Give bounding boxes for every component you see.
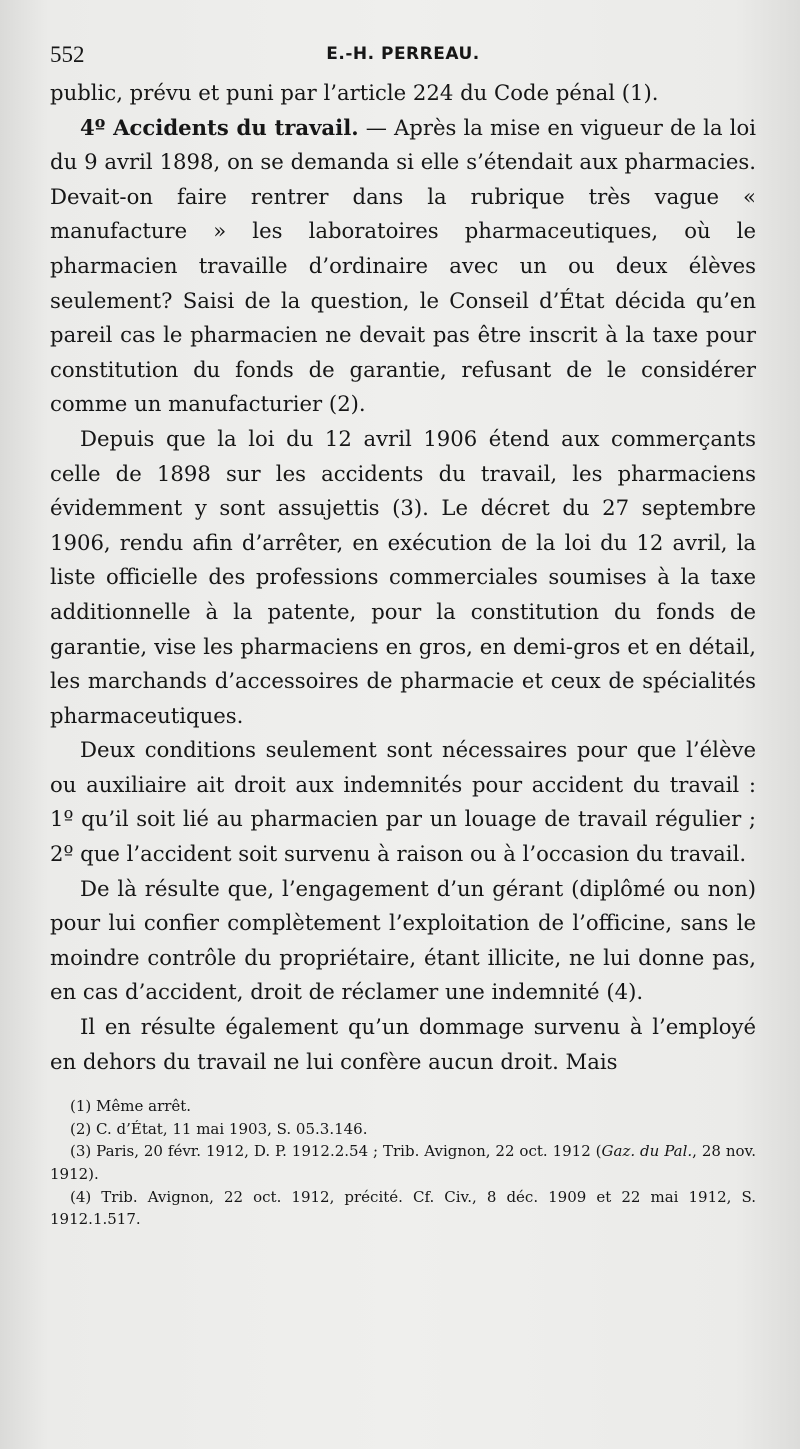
footnote-3-journal: Gaz. du Pal. — [601, 1142, 693, 1161]
footnote-1: (1) Même arrêt. — [70, 1097, 192, 1116]
paragraph-deux-conditions: Deux conditions seulement sont nécessaires pour que l’élève ou auxiliaire ait droit aux indemnités pour accident du travail : 1º qu’il soit lié au pharmacien par un louage de travail régulier ; 2º que l’accident soit survenu à raison ou à l’occasion du travail. — [50, 737, 756, 867]
page-number: 552 — [50, 42, 85, 67]
footnote-3 — [50, 1140, 756, 1185]
footnotes — [50, 1095, 756, 1231]
running-head: E.-H. PERREAU. — [326, 44, 480, 64]
paragraph-gerant: De là résulte que, l’engagement d’un gérant (diplômé ou non) pour lui confier complètement l’exploitation de l’officine, sans le moindre contrôle du propriétaire, étant illicite, ne lui donne pas, en cas d’accident, droit de réclamer une indemnité (4). — [50, 875, 756, 1005]
page-header — [50, 42, 756, 76]
section-heading: 4º Accidents du travail. — [80, 114, 359, 140]
footnote-2: (2) C. d’État, 11 mai 1903, S. 05.3.146. — [70, 1119, 368, 1138]
footnote-4: (4) Trib. Avignon, 22 oct. 1912, précité. Cf. Civ., 8 déc. 1909 et 22 mai 1912, S. 1912.1.517. — [50, 1187, 756, 1229]
paragraph-text: — Après la mise en vigueur de la loi du 9 avril 1898, on se demanda si elle s’étendait aux pharmacies. Devait-on faire rentrer dans la rubrique très vague « manufacture » les laboratoires pharmaceutiques, où le pharmacien travaille d’ordinaire avec un ou deux élèves seulement? Saisi de la question, le Conseil d’État décida qu’en pareil cas le pharmacien ne devait pas être inscrit à la taxe pour constitution du fonds de garantie, refusant de le considérer comme un manufacturier (2). — [50, 114, 756, 417]
footnote-3-text: (3) Paris, 20 févr. 1912, D. P. 1912.2.54 ; Trib. Avignon, 22 oct. 1912 ( — [70, 1142, 602, 1161]
paragraph-continuation: public, prévu et puni par l’article 224 du Code pénal (1). — [50, 80, 659, 105]
paragraph-accidents-du-travail — [50, 111, 756, 422]
paragraph-loi-1906: Depuis que la loi du 12 avril 1906 étend aux commerçants celle de 1898 sur les accidents du travail, les pharmaciens évidemment y sont assujettis (3). Le décret du 27 septembre 1906, rendu afin d’arrêter, en exécution de la loi du 12 avril, la liste officielle des professions commerciales soumises à la taxe additionnelle à la patente, pour la constitution du fonds de garantie, vise les pharmaciens en gros, en demi-gros et en détail, les marchands d’accessoires de pharmacie et ceux de spécialités pharmaceutiques. — [50, 425, 756, 728]
footnote-3-date: , 28 nov. 1912). — [50, 1142, 756, 1183]
body-text — [50, 76, 756, 1079]
paragraph-dommage: Il en résulte également qu’un dommage survenu à l’employé en dehors du travail ne lui confère aucun droit. Mais — [50, 1014, 756, 1074]
